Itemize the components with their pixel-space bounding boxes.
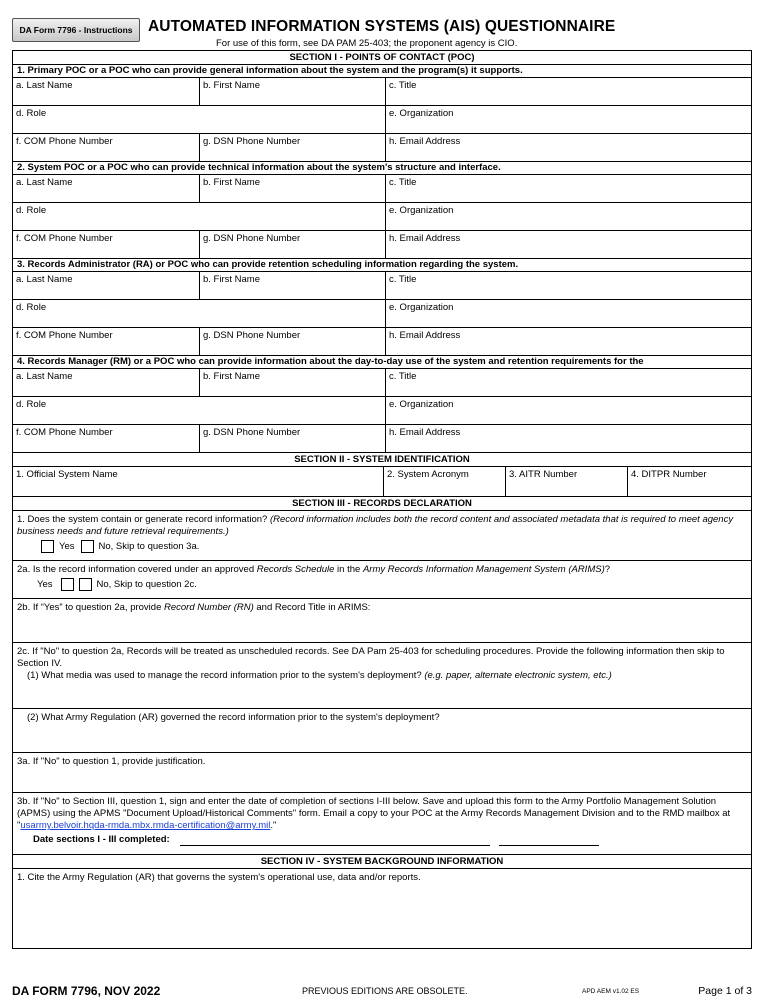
contact-row-phone <box>13 133 751 161</box>
organization-field[interactable] <box>385 106 751 133</box>
signature-line[interactable] <box>180 835 490 846</box>
date-completed-row <box>17 834 747 846</box>
question-3a[interactable] <box>13 752 751 792</box>
footer-form-id: DA FORM 7796, NOV 2022 <box>12 984 161 998</box>
title-label: c. Title <box>389 371 417 382</box>
com-phone-label: f. COM Phone Number <box>16 330 113 341</box>
email-label: h. Email Address <box>389 233 461 244</box>
first-name-field[interactable] <box>199 272 385 299</box>
question-2c1-text: (1) What media was used to manage the record information prior to the system's deployment? <box>27 670 422 681</box>
question-3b <box>13 792 751 854</box>
question-2a-options <box>17 578 747 591</box>
email-field[interactable] <box>385 328 751 355</box>
contact-heading: 3. Records Administrator (RA) or POC who can provide retention scheduling information regarding the system. <box>13 258 751 271</box>
organization-field[interactable] <box>385 300 751 327</box>
last-name-field[interactable] <box>13 175 199 202</box>
contact-row-name <box>13 368 751 396</box>
contact-block <box>13 161 751 258</box>
contact-row-phone <box>13 424 751 452</box>
com-phone-field[interactable] <box>13 425 199 452</box>
question-2a-prefix: 2a. Is the record information covered under an approved <box>17 564 255 575</box>
dsn-phone-label: g. DSN Phone Number <box>203 330 301 341</box>
contact-row-name <box>13 271 751 299</box>
question-1-options <box>17 540 747 553</box>
organization-label: e. Organization <box>389 399 454 410</box>
rmd-mailbox-link[interactable]: usarmy.belvoir.hqda-rmda.mbx.rmda-certification@army.mil <box>20 820 271 831</box>
dsn-phone-field[interactable] <box>199 231 385 258</box>
com-phone-field[interactable] <box>13 328 199 355</box>
contact-block <box>13 355 751 452</box>
question-2a-mid: in the <box>337 564 361 575</box>
question-2c[interactable] <box>13 642 751 708</box>
question-2a-records-schedule: Records Schedule <box>256 564 335 575</box>
email-field[interactable] <box>385 231 751 258</box>
com-phone-field[interactable] <box>13 231 199 258</box>
organization-label: e. Organization <box>389 205 454 216</box>
dsn-phone-label: g. DSN Phone Number <box>203 427 301 438</box>
q2a-no-checkbox[interactable] <box>79 578 92 591</box>
question-2a <box>13 560 751 598</box>
official-system-name-field[interactable] <box>13 467 383 496</box>
question-2b[interactable] <box>13 598 751 642</box>
question-2c2-text: (2) What Army Regulation (AR) governed the record information prior to the system's deployment? <box>27 712 440 723</box>
question-1-text <box>17 514 747 538</box>
question-1-prompt: 1. Does the system contain or generate record information? <box>17 514 268 525</box>
system-identification-row <box>13 466 751 496</box>
question-3b-text <box>17 796 747 832</box>
role-label: d. Role <box>16 399 47 410</box>
form-table <box>12 50 752 949</box>
q2a-no-label: No, Skip to question 2c. <box>96 578 197 590</box>
role-label: d. Role <box>16 108 47 119</box>
last-name-field[interactable] <box>13 369 199 396</box>
contact-block <box>13 64 751 161</box>
contact-row-role <box>13 202 751 230</box>
question-1 <box>13 510 751 560</box>
first-name-field[interactable] <box>199 78 385 105</box>
role-field[interactable] <box>13 300 385 327</box>
question-2b-prefix: 2b. If “Yes” to question 2a, provide <box>17 602 162 613</box>
organization-label: e. Organization <box>389 108 454 119</box>
form-header <box>12 14 752 50</box>
contact-row-role <box>13 299 751 327</box>
last-name-field[interactable] <box>13 272 199 299</box>
section-4-question-1-text: 1. Cite the Army Regulation (AR) that governs the system's operational use, data and/or reports. <box>17 872 421 883</box>
dsn-phone-field[interactable] <box>199 134 385 161</box>
question-3b-body: 3b. If "No" to Section III, question 1, sign and enter the date of completion of sections I-III below. Save and upload this form to the Army Portfolio Management Solution (APMS) using the APMS "Document Upload/Historical Comments" form. Email a copy to your POC at the Army Records Management Division and to the RMD mailbox at " <box>17 796 731 831</box>
section-4-question-1[interactable] <box>13 868 751 948</box>
contact-row-role <box>13 396 751 424</box>
contact-row-phone <box>13 230 751 258</box>
question-2c1-note: (e.g. paper, alternate electronic system, etc.) <box>424 670 612 681</box>
contact-row-role <box>13 105 751 133</box>
question-2a-arims: Army Records Information Management System (ARIMS) <box>362 564 605 575</box>
role-field[interactable] <box>13 106 385 133</box>
title-label: c. Title <box>389 177 417 188</box>
dsn-phone-label: g. DSN Phone Number <box>203 233 301 244</box>
title-field[interactable] <box>385 272 751 299</box>
com-phone-label: f. COM Phone Number <box>16 136 113 147</box>
contact-row-phone <box>13 327 751 355</box>
last-name-label: a. Last Name <box>16 80 73 91</box>
question-3a-text: 3a. If "No" to question 1, provide justification. <box>17 756 206 767</box>
question-2a-suffix: ? <box>604 564 611 575</box>
form-footer <box>12 984 752 1002</box>
aitr-number-label: 3. AITR Number <box>509 469 578 480</box>
contact-heading: 4. Records Manager (RM) or a POC who can provide information about the day-to-day use of the system and retention requirements for the <box>13 355 751 368</box>
first-name-field[interactable] <box>199 175 385 202</box>
first-name-label: b. First Name <box>203 80 261 91</box>
email-field[interactable] <box>385 425 751 452</box>
first-name-field[interactable] <box>199 369 385 396</box>
date-line[interactable] <box>499 835 599 846</box>
question-2b-record-number: Record Number (RN) <box>164 602 254 613</box>
first-name-label: b. First Name <box>203 177 261 188</box>
organization-field[interactable] <box>385 397 751 424</box>
form-subtitle: For use of this form, see DA PAM 25-403; the proponent agency is CIO. <box>216 38 518 49</box>
section-4-title: SECTION IV - SYSTEM BACKGROUND INFORMATION <box>13 854 751 868</box>
ditpr-number-label: 4. DITPR Number <box>631 469 707 480</box>
dsn-phone-label: g. DSN Phone Number <box>203 136 301 147</box>
q1-no-label: No, Skip to question 3a. <box>98 540 200 552</box>
form-title: AUTOMATED INFORMATION SYSTEMS (AIS) QUESTIONNAIRE <box>148 18 616 35</box>
contact-block <box>13 258 751 355</box>
title-field[interactable] <box>385 78 751 105</box>
contact-heading: 1. Primary POC or a POC who can provide general information about the system and the program(s) it supports. <box>13 64 751 77</box>
system-acronym-field[interactable] <box>383 467 505 496</box>
com-phone-label: f. COM Phone Number <box>16 427 113 438</box>
title-field[interactable] <box>385 369 751 396</box>
email-field[interactable] <box>385 134 751 161</box>
footer-obsolete-notice: PREVIOUS EDITIONS ARE OBSOLETE. <box>302 986 468 996</box>
form-root <box>12 14 752 949</box>
title-field[interactable] <box>385 175 751 202</box>
dsn-phone-field[interactable] <box>199 328 385 355</box>
q2a-yes-label: Yes <box>37 578 53 590</box>
com-phone-field[interactable] <box>13 134 199 161</box>
question-2a-text <box>17 564 747 576</box>
last-name-label: a. Last Name <box>16 177 73 188</box>
q1-yes-label: Yes <box>59 540 75 552</box>
email-label: h. Email Address <box>389 427 461 438</box>
system-acronym-label: 2. System Acronym <box>387 469 469 480</box>
q2a-yes-checkbox[interactable] <box>61 578 74 591</box>
date-completed-label: Date sections I - III completed: <box>33 834 170 845</box>
last-name-field[interactable] <box>13 78 199 105</box>
com-phone-label: f. COM Phone Number <box>16 233 113 244</box>
last-name-label: a. Last Name <box>16 371 73 382</box>
email-label: h. Email Address <box>389 136 461 147</box>
ditpr-number-field[interactable] <box>627 467 751 496</box>
official-system-name-label: 1. Official System Name <box>16 469 118 480</box>
question-2c-text: 2c. If "No" to question 2a, Records will be treated as unscheduled records. See DA Pam 25-403 for scheduling procedures. Provide the following information then skip to Section IV. <box>17 646 725 669</box>
last-name-label: a. Last Name <box>16 274 73 285</box>
role-label: d. Role <box>16 302 47 313</box>
first-name-label: b. First Name <box>203 371 261 382</box>
organization-field[interactable] <box>385 203 751 230</box>
role-label: d. Role <box>16 205 47 216</box>
dsn-phone-field[interactable] <box>199 425 385 452</box>
q1-yes-checkbox[interactable] <box>41 540 54 553</box>
q1-no-checkbox[interactable] <box>81 540 94 553</box>
contact-row-name <box>13 174 751 202</box>
footer-page-number: Page 1 of 3 <box>698 985 752 997</box>
role-field[interactable] <box>13 203 385 230</box>
question-1-note: (Record information includes both the record content and associated metadata that is required to meet agency business needs and future retrieval requirements.) <box>17 514 734 537</box>
contact-heading: 2. System POC or a POC who can provide technical information about the system's structure and interface. <box>13 161 751 174</box>
role-field[interactable] <box>13 397 385 424</box>
question-3b-end: ." <box>270 820 277 831</box>
instructions-button[interactable]: DA Form 7796 - Instructions <box>12 18 140 42</box>
question-2b-suffix: and Record Title in ARIMS: <box>256 602 371 613</box>
question-2c2[interactable] <box>13 708 751 752</box>
first-name-label: b. First Name <box>203 274 261 285</box>
contact-row-name <box>13 77 751 105</box>
footer-version: APD AEM v1.02 ES <box>582 988 640 995</box>
question-2c1 <box>17 670 747 682</box>
section-2-title: SECTION II - SYSTEM IDENTIFICATION <box>13 452 751 466</box>
title-label: c. Title <box>389 274 417 285</box>
email-label: h. Email Address <box>389 330 461 341</box>
title-label: c. Title <box>389 80 417 91</box>
aitr-number-field[interactable] <box>505 467 627 496</box>
section-1-title: SECTION I - POINTS OF CONTACT (POC) <box>13 51 751 64</box>
section-3-title: SECTION III - RECORDS DECLARATION <box>13 496 751 510</box>
organization-label: e. Organization <box>389 302 454 313</box>
